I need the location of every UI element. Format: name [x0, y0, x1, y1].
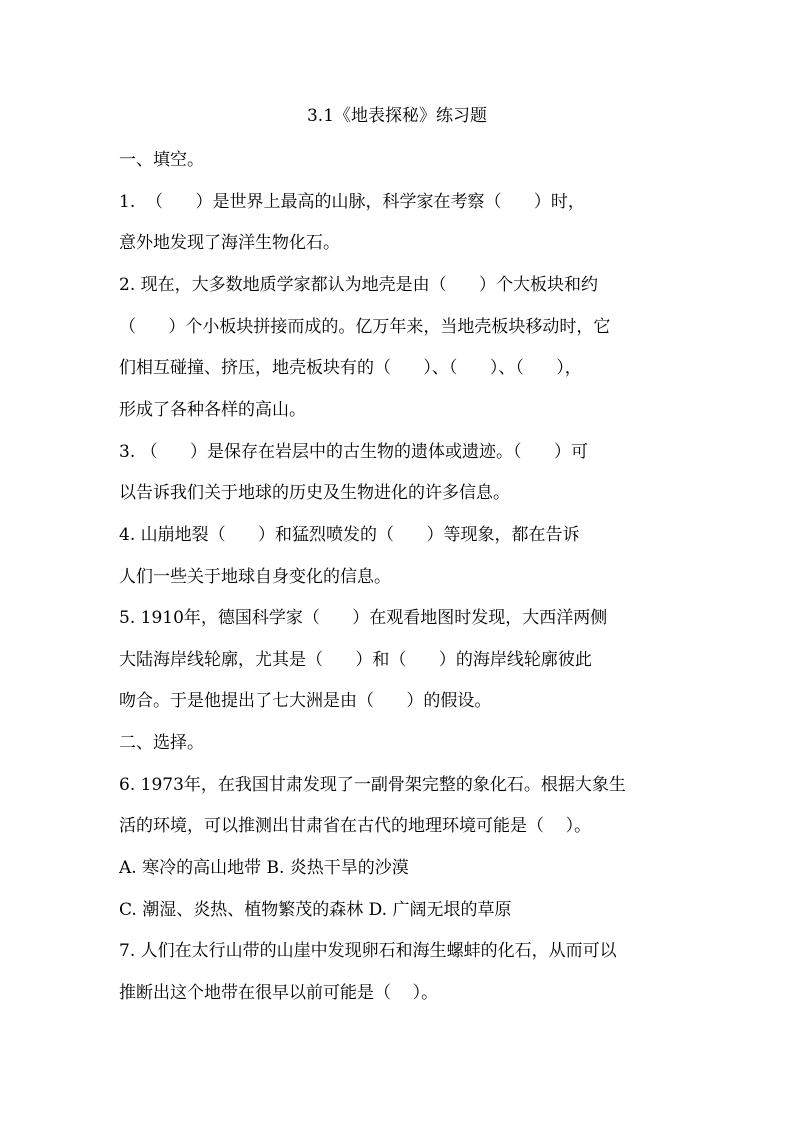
q1-line-1: 1. （ ）是世界上最高的山脉，科学家在考察（ ）时，: [119, 192, 585, 212]
q2-line-4: 形成了各种各样的高山。: [119, 400, 306, 420]
q6-options-cd: C. 潮湿、炎热、植物繁茂的森林 D. 广阔无垠的草原: [119, 900, 512, 920]
section-heading-fill-blank: 一、填空。: [119, 150, 204, 170]
q6-options-ab: A. 寒冷的高山地带 B. 炎热干旱的沙漠: [119, 858, 409, 878]
q2-line-2: （ ）个小板块拼接而成的。亿万年来，当地壳板块移动时，它: [119, 317, 611, 337]
section-heading-choice: 二、选择。: [119, 733, 204, 753]
q6-line-2: 活的环境，可以推测出甘肃省在古代的地理环境可能是（ ）。: [119, 816, 592, 836]
q2-line-1: 2. 现在，大多数地质学家都认为地壳是由（ ）个大板块和约: [119, 275, 599, 295]
q6-line-1: 6. 1973年，在我国甘肃发现了一副骨架完整的象化石。根据大象生: [119, 775, 626, 795]
q5-line-1: 5. 1910年，德国科学家（ ）在观看地图时发现，大西洋两侧: [119, 608, 608, 628]
q1-line-2: 意外地发现了海洋生物化石。: [119, 233, 340, 253]
page-title: 3.1《地表探秘》练习题: [306, 106, 488, 126]
q2-line-3: 们相互碰撞、挤压，地壳板块有的（ ）、（ ）、（ ），: [119, 358, 582, 378]
q5-line-2: 大陆海岸线轮廓，尤其是（ ）和（ ）的海岸线轮廓彼此: [119, 650, 592, 670]
q4-line-1: 4. 山崩地裂（ ）和猛烈喷发的（ ）等现象，都在告诉: [119, 525, 580, 545]
q3-line-2: 以告诉我们关于地球的历史及生物进化的许多信息。: [119, 483, 510, 503]
q7-line-1: 7. 人们在太行山带的山崖中发现卵石和海生螺蚌的化石，从而可以: [119, 941, 617, 961]
q5-line-3: 吻合。于是他提出了七大洲是由（ ）的假设。: [119, 691, 492, 711]
q7-line-2: 推断出这个地带在很早以前可能是（ ）。: [119, 983, 439, 1003]
q3-line-1: 3. （ ）是保存在岩层中的古生物的遗体或遗迹。（ ）可: [119, 442, 588, 462]
q4-line-2: 人们一些关于地球自身变化的信息。: [119, 567, 391, 587]
